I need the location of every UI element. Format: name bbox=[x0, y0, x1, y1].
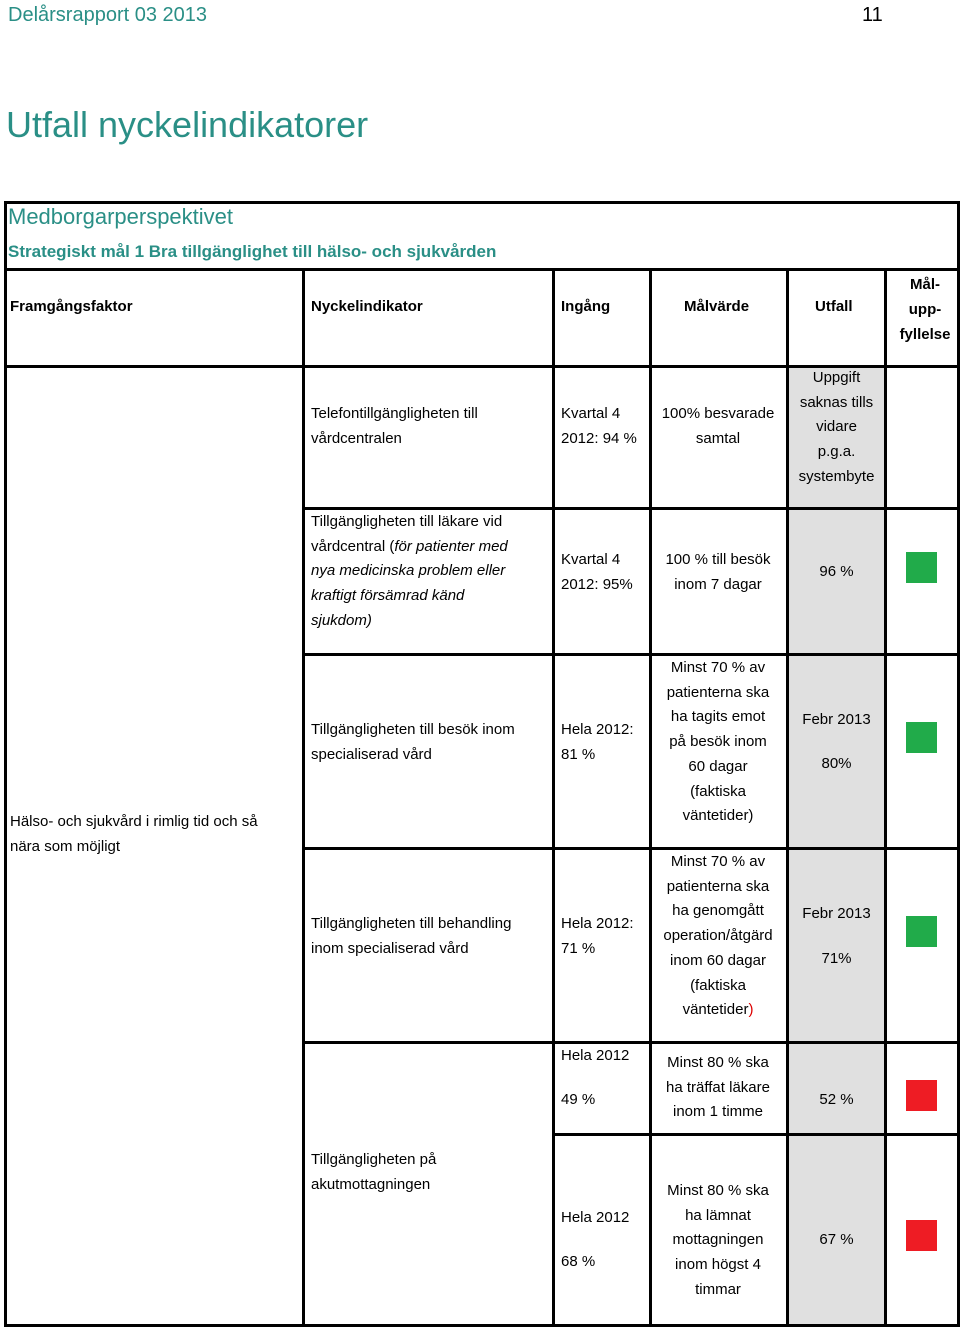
indicator-line: specialiserad vård bbox=[311, 745, 432, 763]
baseline-line: 71 % bbox=[561, 939, 596, 957]
target-line: Minst 70 % av bbox=[670, 853, 766, 870]
indicator-cell bbox=[311, 1148, 436, 1197]
target-line: inom högst 4 bbox=[675, 1256, 761, 1274]
indicator-line: Tillgängligheten till läkare vid bbox=[311, 513, 503, 530]
target-line: inom 7 dagar bbox=[674, 575, 762, 593]
outcome-cell bbox=[789, 708, 884, 776]
col-header-fulfilment bbox=[895, 272, 955, 347]
target-fragment-red: ) bbox=[748, 1001, 754, 1019]
baseline-cell bbox=[561, 718, 634, 767]
baseline-line: 81 % bbox=[561, 745, 596, 763]
outcome-cell bbox=[789, 366, 884, 490]
target-line: ha lämnat bbox=[685, 1206, 751, 1224]
target-line: (faktiska bbox=[690, 782, 746, 800]
target-line: ha träffat läkare bbox=[666, 1078, 770, 1096]
outcome-line: 96 % bbox=[819, 563, 854, 580]
indicator-line: Tillgängligheten till behandling bbox=[311, 915, 512, 932]
strategic-goal: Strategiskt mål 1 Bra tillgänglighet till hälso- och sjukvården bbox=[8, 242, 497, 261]
target-line: patienterna ska bbox=[666, 877, 770, 895]
target-line: Minst 70 % av bbox=[670, 659, 766, 676]
target-fragment: väntetider bbox=[682, 1001, 749, 1019]
target-line: ha genomgått bbox=[672, 902, 764, 920]
col-divider-5 bbox=[884, 268, 887, 1326]
target-line: inom 60 dagar bbox=[670, 951, 766, 969]
indicator-line bbox=[311, 535, 508, 560]
indicator-line: Telefontillgängligheten till bbox=[311, 405, 478, 422]
status-indicator-red bbox=[906, 1220, 937, 1251]
row-divider-partial bbox=[552, 1133, 960, 1136]
indicator-cell bbox=[311, 718, 515, 767]
indicator-line: nya medicinska problem eller bbox=[311, 562, 506, 580]
baseline-cell bbox=[561, 402, 637, 451]
outcome-cell bbox=[789, 902, 884, 971]
page-title: Utfall nyckelindikatorer bbox=[6, 104, 369, 145]
baseline-line: 68 % bbox=[561, 1252, 596, 1270]
page-number: 11 bbox=[862, 4, 883, 26]
col-header-success-factor: Framgångsfaktor bbox=[10, 298, 133, 315]
target-line: Minst 80 % ska bbox=[667, 1182, 769, 1199]
outcome-line: 52 % bbox=[819, 1091, 854, 1108]
baseline-cell bbox=[561, 1206, 629, 1274]
baseline-cell bbox=[561, 548, 633, 597]
col-header-baseline: Ingång bbox=[561, 298, 611, 315]
baseline-line: Hela 2012: bbox=[561, 721, 634, 738]
outcome-line: 71% bbox=[821, 949, 852, 967]
col-divider-2 bbox=[552, 268, 555, 1326]
indicator-line: akutmottagningen bbox=[311, 1175, 431, 1193]
target-line: samtal bbox=[695, 429, 741, 447]
target-cell bbox=[650, 1051, 786, 1125]
indicator-cell bbox=[311, 510, 508, 634]
target-line: ha tagits emot bbox=[670, 708, 766, 726]
success-factor-text bbox=[10, 810, 300, 859]
col-header-target: Målvärde bbox=[684, 298, 750, 315]
col-header-fulfilment-line: fyllelse bbox=[899, 326, 951, 343]
target-line: 60 dagar bbox=[688, 757, 748, 775]
baseline-line: Hela 2012 bbox=[561, 1209, 630, 1226]
indicator-line: sjukdom) bbox=[311, 611, 372, 629]
baseline-line: 2012: 95% bbox=[561, 575, 633, 593]
success-factor-line: Hälso- och sjukvård i rimlig tid och så bbox=[10, 813, 258, 830]
header-row-top bbox=[4, 268, 960, 271]
outcome-line: saknas tills bbox=[799, 393, 874, 411]
indicator-cell bbox=[311, 402, 478, 451]
baseline-cell bbox=[561, 912, 634, 961]
outcome-line: systembyte bbox=[798, 467, 875, 485]
report-title: Delårsrapport 03 2013 bbox=[8, 4, 208, 26]
indicator-line: Tillgängligheten till besök inom bbox=[311, 721, 515, 738]
target-cell bbox=[650, 1179, 786, 1303]
baseline-line: 49 % bbox=[561, 1090, 596, 1108]
table-left-border bbox=[4, 201, 7, 1327]
target-line: mottagningen bbox=[672, 1231, 764, 1249]
indicator-fragment-italic: för patienter med bbox=[394, 537, 508, 555]
outcome-cell bbox=[789, 1228, 884, 1253]
target-line: 100% besvarade bbox=[661, 405, 775, 422]
target-line: Minst 80 % ska bbox=[667, 1054, 769, 1071]
indicator-line: kraftigt försämrad känd bbox=[311, 587, 465, 605]
status-indicator-red bbox=[906, 1080, 937, 1111]
target-cell bbox=[650, 656, 786, 829]
indicator-line: inom specialiserad vård bbox=[311, 939, 469, 957]
col-divider-1 bbox=[302, 268, 305, 1326]
baseline-cell bbox=[561, 1044, 629, 1112]
status-indicator-green bbox=[906, 552, 937, 583]
status-indicator-green bbox=[906, 722, 937, 753]
baseline-line: 2012: 94 % bbox=[561, 429, 637, 447]
target-line: (faktiska bbox=[690, 976, 746, 994]
outcome-line: Febr 2013 bbox=[802, 905, 871, 922]
outcome-cell bbox=[789, 560, 884, 585]
status-indicator-green bbox=[906, 916, 937, 947]
outcome-line: Uppgift bbox=[812, 369, 861, 386]
indicator-fragment: vårdcentral ( bbox=[311, 537, 395, 555]
col-header-fulfilment-line: Mål- bbox=[910, 276, 940, 293]
target-line: på besök inom bbox=[669, 733, 767, 751]
target-line: väntetider) bbox=[682, 807, 754, 825]
outcome-line: 67 % bbox=[819, 1231, 854, 1248]
target-line bbox=[650, 998, 786, 1023]
indicator-cell bbox=[311, 912, 511, 961]
success-factor-line: nära som möjligt bbox=[10, 837, 121, 855]
col-header-indicator: Nyckelindikator bbox=[311, 298, 423, 315]
target-line: 100 % till besök bbox=[665, 551, 771, 568]
target-cell bbox=[650, 548, 786, 597]
baseline-line: Kvartal 4 bbox=[561, 405, 621, 422]
col-header-outcome: Utfall bbox=[815, 298, 853, 315]
outcome-line: Febr 2013 bbox=[802, 711, 871, 728]
target-line: patienterna ska bbox=[666, 683, 770, 701]
target-line: operation/åtgärd bbox=[663, 927, 773, 945]
col-header-fulfilment-line: upp- bbox=[908, 301, 942, 318]
baseline-line: Hela 2012 bbox=[561, 1047, 630, 1064]
outcome-line: p.g.a. bbox=[817, 443, 856, 461]
target-line: inom 1 timme bbox=[672, 1103, 764, 1121]
indicator-line: vårdcentralen bbox=[311, 429, 402, 447]
outcome-cell bbox=[789, 1088, 884, 1113]
outcome-line: vidare bbox=[816, 418, 857, 436]
baseline-line: Hela 2012: bbox=[561, 915, 634, 932]
target-cell bbox=[650, 850, 786, 1023]
target-cell bbox=[650, 402, 786, 451]
indicator-line: Tillgängligheten på bbox=[311, 1151, 437, 1168]
baseline-line: Kvartal 4 bbox=[561, 551, 621, 568]
perspective-heading: Medborgarperspektivet bbox=[8, 204, 234, 229]
outcome-line: 80% bbox=[821, 754, 852, 772]
target-line: timmar bbox=[695, 1280, 741, 1298]
